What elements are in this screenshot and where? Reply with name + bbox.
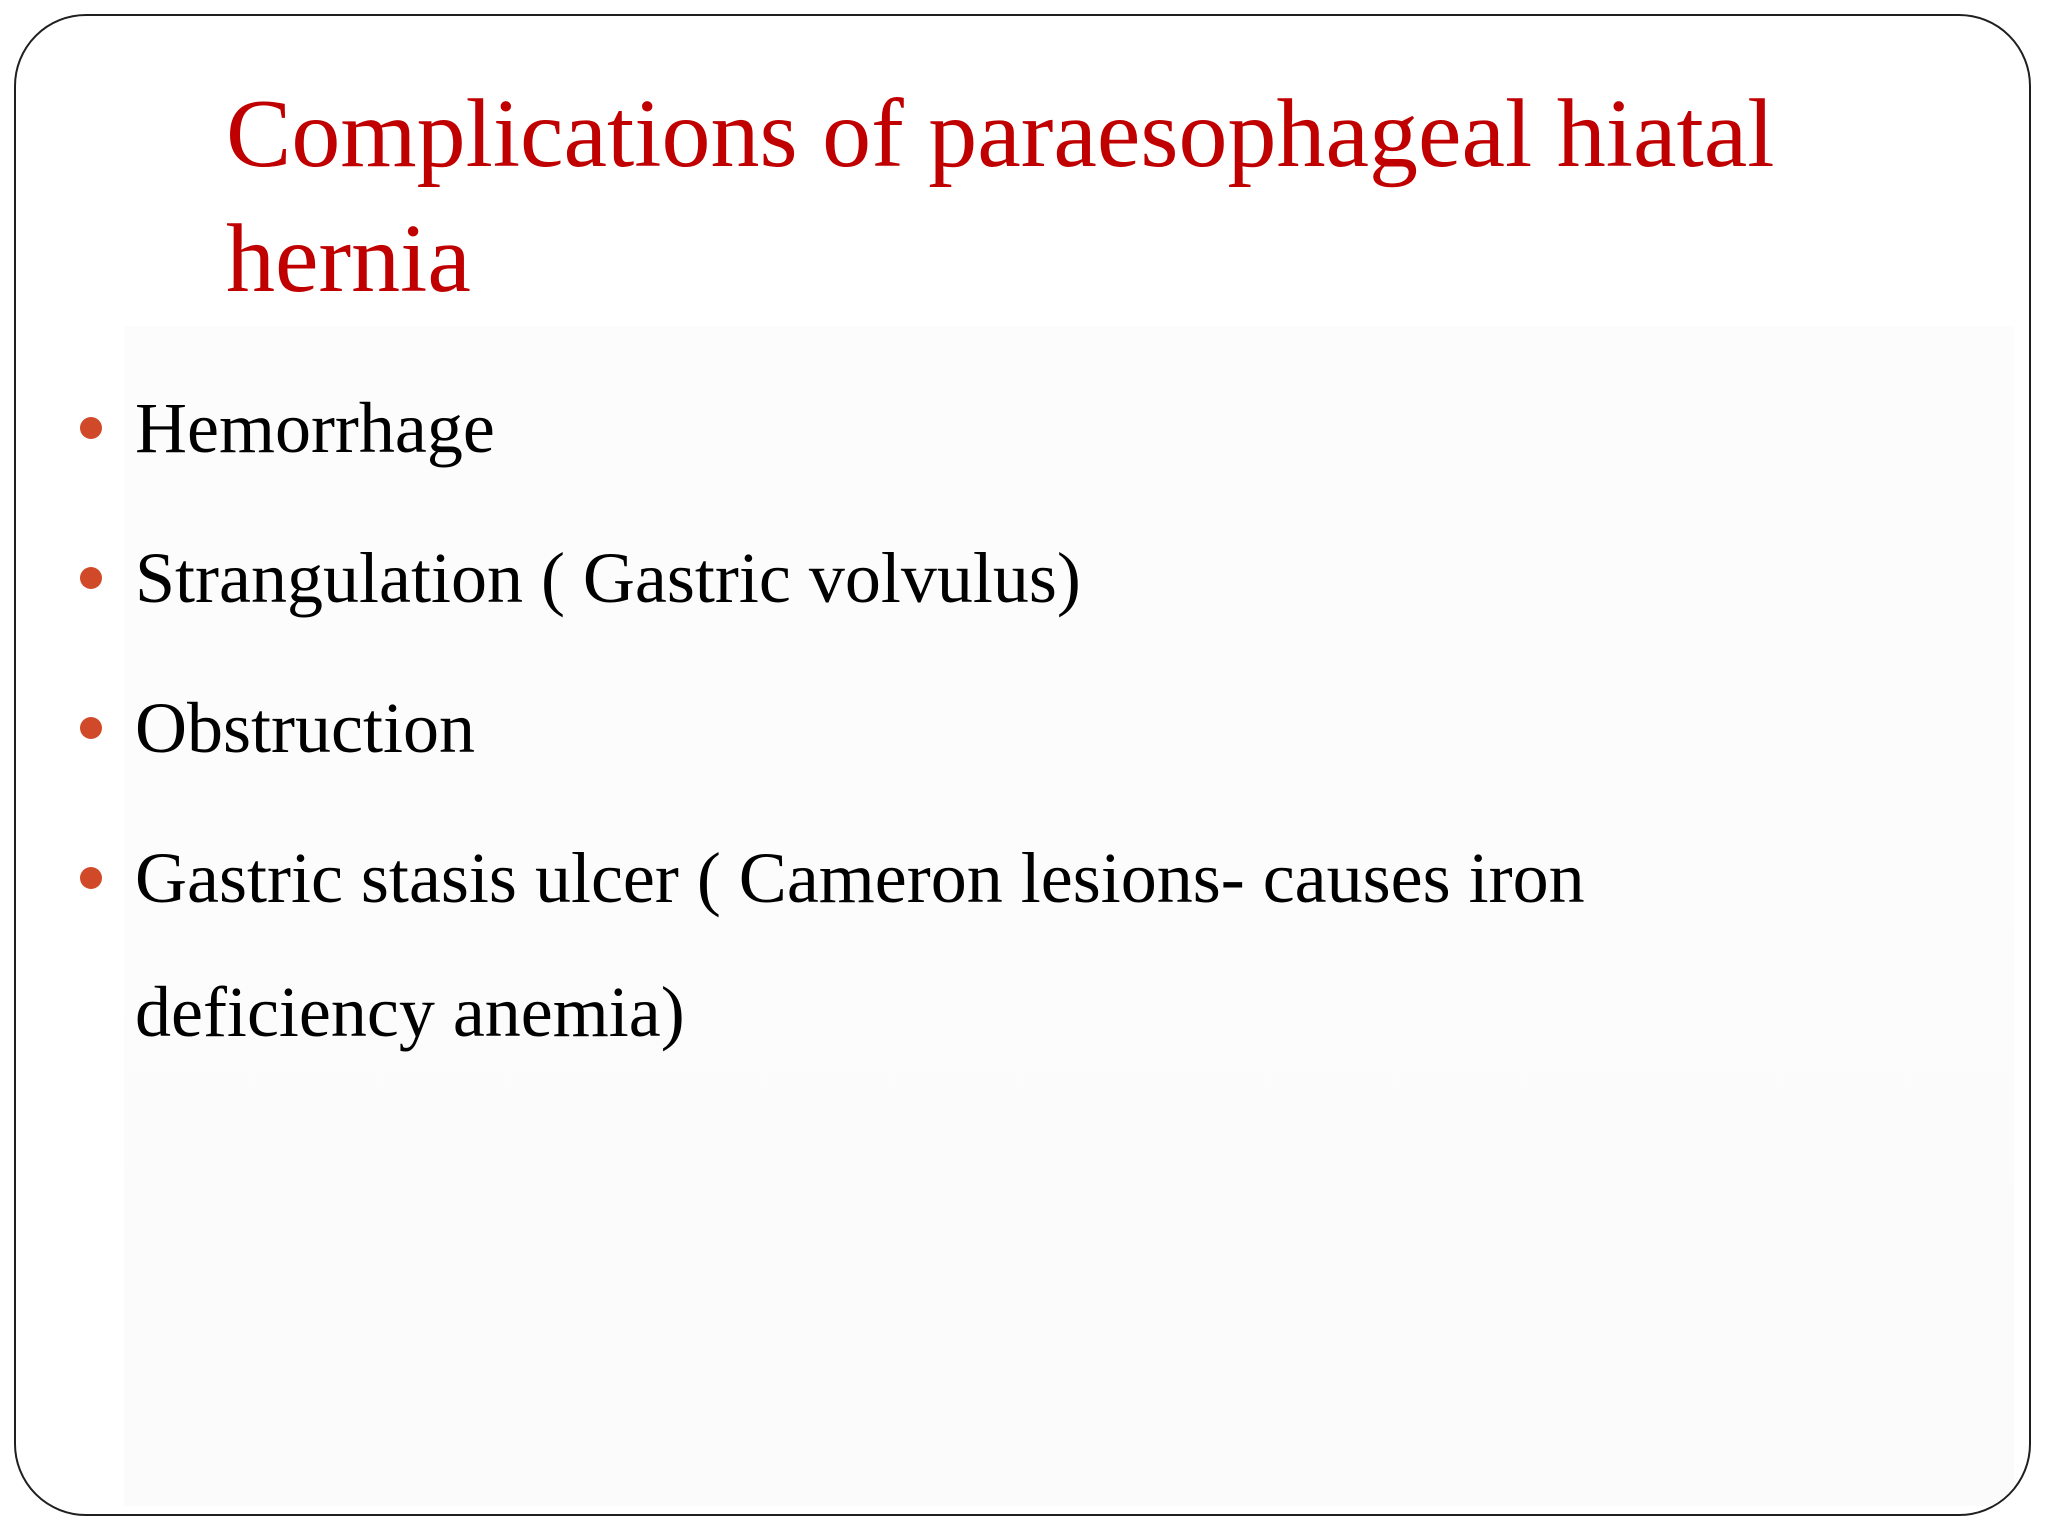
circle-bullet-icon [80,867,102,889]
bullet-text: Hemorrhage [135,388,495,468]
bullet-text: Strangulation ( Gastric volvulus) [135,538,1081,618]
slide-frame [14,14,2031,1516]
slide-title: Complications of paraesophageal hiatal hernia [226,80,1775,313]
circle-bullet-icon [80,417,102,439]
bullet-text: Obstruction [135,688,475,768]
circle-bullet-icon [80,567,102,589]
bullet-list [16,16,2029,1514]
bullet-text: Gastric stasis ulcer ( Cameron lesions- causes iron deficiency anemia) [135,838,1585,1052]
circle-bullet-icon [80,717,102,739]
